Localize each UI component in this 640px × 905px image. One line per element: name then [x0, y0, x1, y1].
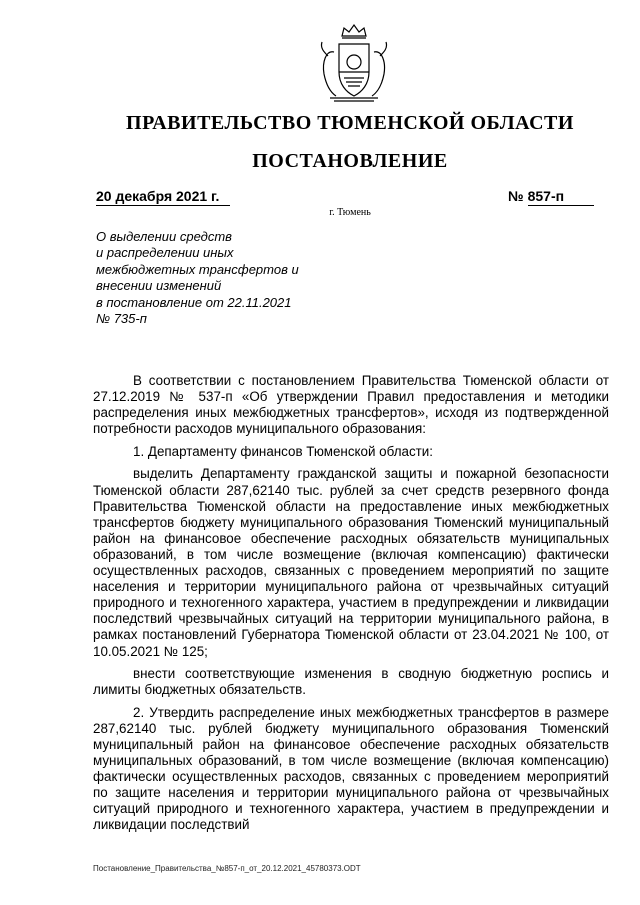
document-number-block — [508, 188, 605, 206]
body-paragraph: 2. Утвердить распределение иных межбюджетных трансфертов в размере 287,62140 тыс. рублей бюджету муниципального образования Тюменский муниципальный район на финансовое обеспечение расходных обязательств муниципальных образований, в том числе возмещение (включая компенсацию) фактически осуществленных расходов, связанных с проведением мероприятий по защите населения и территории муниципального района от чрезвычайных ситуаций природного и техногенного характера, участием в предупреждении и ликвидации последствий — [93, 704, 609, 833]
body-paragraph: В соответствии с постановлением Правительства Тюменской области от 27.12.2019 № 537-п «Об утверждении Правил предоставления и методики распределения иных межбюджетных трансфертов», исходя из подтвержденной потребности расходов муниципального образования: — [93, 373, 609, 437]
document-subject — [96, 229, 336, 327]
subject-line: внесении изменений — [96, 278, 222, 294]
subject-line: межбюджетных трансфертов и — [96, 261, 299, 277]
body-paragraph: выделить Департаменту гражданской защиты и пожарной безопасности Тюменской области 287,62140 тыс. рублей за счет средств резервного фонда Правительства Тюменской области на предоставление иных межбюджетных трансфертов бюджету муниципального образования Тюменский муниципальный район на финансовое обеспечение расходных обязательств муниципальных образований, в том числе возмещение (включая компенсацию) фактически осуществленных расходов, связанных с проведением мероприятий по защите населения и территории муниципального района от чрезвычайных ситуаций природного и техногенного характера, участием в предупреждении и ликвидации последствий чрезвычайных ситуаций на территории муниципального района, в рамках постановлений Губернатора Тюменской области от 23.04.2021 № 100, от 10.05.2021 № 125; — [93, 466, 609, 659]
subject-line: № 735-п — [96, 311, 147, 327]
body-paragraph: 1. Департаменту финансов Тюменской области: — [133, 443, 433, 459]
document-type: ПОСТАНОВЛЕНИЕ — [252, 150, 448, 172]
document-date: 20 декабря 2021 г. — [96, 188, 230, 206]
number-prefix: № — [508, 188, 524, 204]
document-city: г. Тюмень — [329, 207, 371, 218]
subject-line: О выделении средств — [96, 229, 232, 244]
organization-title: ПРАВИТЕЛЬСТВО ТЮМЕНСКОЙ ОБЛАСТИ — [126, 112, 574, 134]
body-paragraph: внести соответствующие изменения в сводную бюджетную роспись и лимиты бюджетных обязательств. — [93, 666, 609, 698]
subject-line: в постановление от 22.11.2021 — [96, 294, 292, 310]
file-footer: Постановление_Правительства_№857-п_от_20.12.2021_45780373.ODT — [93, 864, 361, 873]
document-number: 857-п — [528, 188, 594, 206]
coat-of-arms-icon — [304, 22, 404, 104]
subject-line: и распределении иных — [96, 245, 234, 261]
document-body — [93, 373, 609, 840]
